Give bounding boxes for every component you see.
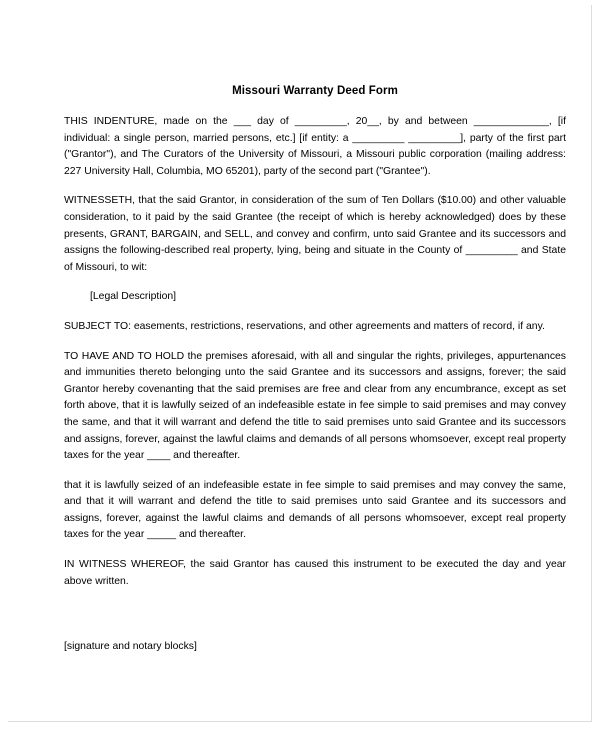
signature-notary-placeholder: [signature and notary blocks] <box>64 641 197 653</box>
paragraph-in-witness-whereof: IN WITNESS WHEREOF, the said Grantor has caused this instrument to be executed the day and year above written. <box>64 559 566 587</box>
paragraph-habendum: TO HAVE AND TO HOLD the premises aforesaid, with all and singular the rights, privileges, appurtenances and immunities thereto belonging unto the said Grantee and its successors and assigns, forever; the said Grantor hereby covenanting that the said premises are free and clear from any encumbrance, except as set forth above, that it is lawfully seized of an indefeasible estate in fee simple to said premises and may convey the same, and that it will warrant and defend the title to said premises unto said Grantee and its successors and assigns, forever, against the lawful claims and demands of all persons whomsoever, except real property taxes for the year ____ and thereafter. <box>64 350 566 462</box>
paragraph-witnesseth: WITNESSETH, that the said Grantor, in consideration of the sum of Ten Dollars ($10.00) and other valuable consideration, to it paid by the said Grantee (the receipt of which is hereby acknowledged) does by these presents, GRANT, BARGAIN, and SELL, and convey and confirm, unto said Grantee and its successors and assigns the following-described real property, lying, being and situate in the County of _________ and State of Missouri, to wit: <box>64 195 566 273</box>
page-title: Missouri Warranty Deed Form <box>232 85 398 97</box>
paragraph-legal-description: [Legal Description] <box>90 291 177 303</box>
signature-spacer <box>64 603 566 639</box>
document-body <box>64 85 566 656</box>
paragraph-warranty-repeat: that it is lawfully seized of an indefeasible estate in fee simple to said premises and may convey the same, and that it will warrant and defend the title to said premises unto said Grantee and its successors and assigns, forever, against the lawful claims and demands of all persons whomsoever, except real property taxes for the year _____ and thereafter. <box>64 479 566 541</box>
paragraph-indenture: THIS INDENTURE, made on the ___ day of _________, 20__, by and between _____________, [if individual: a single person, married persons, etc.] [if entity: a _________ _________], party of the first part ("Grantor"), and The Curators of the University of Missouri, a Missouri public corporation (mailing address: 227 University Hall, Columbia, MO 65201), party of the second part ("Grantee"). <box>64 116 566 177</box>
document-page <box>8 5 592 722</box>
paragraph-subject-to: SUBJECT TO: easements, restrictions, reservations, and other agreements and matters of record, if any. <box>64 320 545 332</box>
